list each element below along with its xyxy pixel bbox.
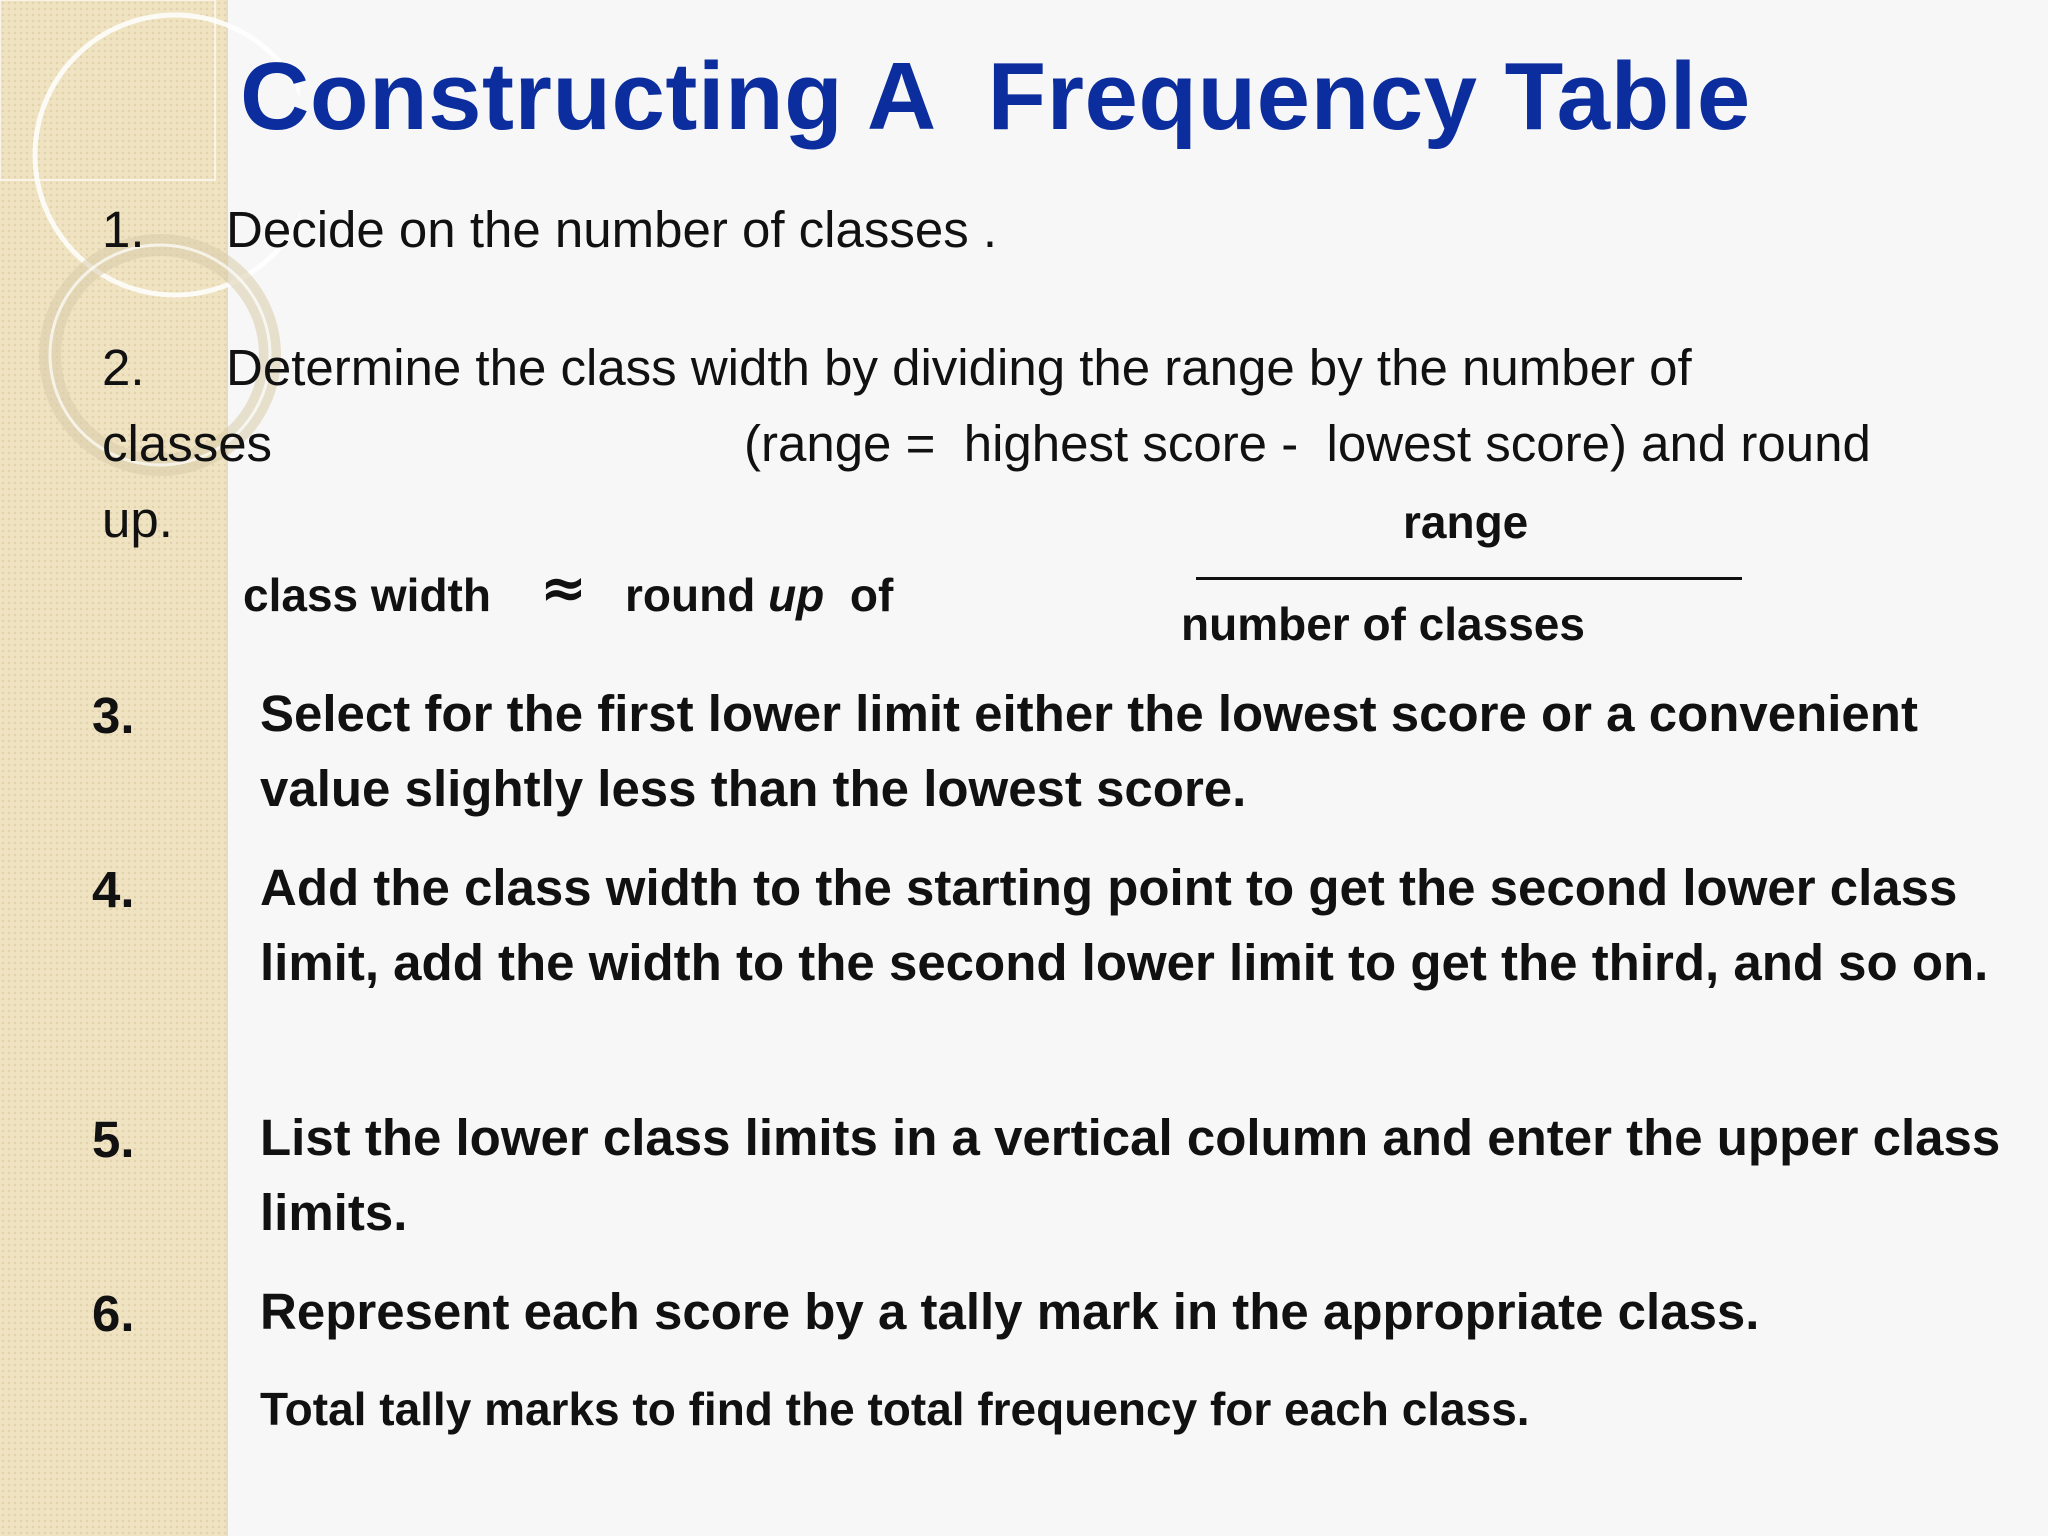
step-4-number: 4.: [92, 861, 135, 918]
step-1-number: 1.: [102, 201, 145, 258]
step-2-number: 2.: [102, 339, 145, 396]
formula-round-word: round: [625, 569, 769, 621]
step-2-line-2-right: (range = highest score - lowest score) and round: [744, 415, 1871, 472]
slide-title: Constructing A Frequency Table: [240, 43, 1751, 150]
formula-up-word: up: [768, 569, 825, 621]
step-3-text: Select for the first lower limit either the lowest score or a convenient value slightly less than the lowest score.: [260, 685, 1918, 817]
step-2-line-1: Determine the class width by dividing the range by the number of: [226, 339, 1692, 396]
step-2-line-3: up.: [102, 491, 173, 548]
step-1-text: Decide on the number of classes .: [226, 201, 998, 258]
formula-round-up-of: [625, 568, 893, 622]
formula-denominator: number of classes: [1181, 598, 1585, 650]
formula-of-word: of: [824, 569, 894, 621]
fraction-bar: [1196, 577, 1742, 580]
approx-symbol: ≈: [540, 556, 587, 621]
step-3-number: 3.: [92, 687, 135, 744]
formula-numerator: range: [1403, 496, 1529, 548]
footer-note: Total tally marks to find the total frequency for each class.: [260, 1383, 1530, 1435]
formula-class-width-label: class width: [243, 569, 491, 621]
step-6-text: Represent each score by a tally mark in the appropriate class.: [260, 1283, 1760, 1340]
step-5-number: 5.: [92, 1111, 135, 1168]
step-2-line-2-left: classes: [102, 415, 273, 472]
step-5-text: List the lower class limits in a vertical column and enter the upper class limits.: [260, 1109, 2001, 1241]
step-6-number: 6.: [92, 1285, 135, 1342]
step-4-text: Add the class width to the starting point to get the second lower class limit, add the width to the second lower limit to get the third, and so on.: [260, 859, 1989, 991]
